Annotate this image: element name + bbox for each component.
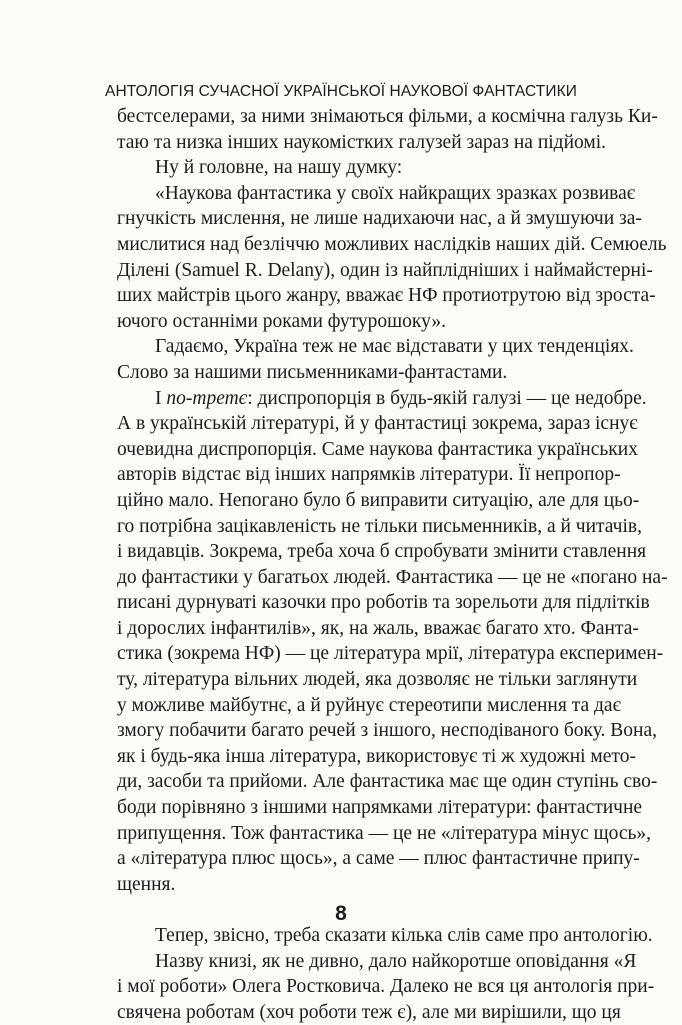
text-line: Назву книзі, як не дивно, дало найкоротше оповідання «Я (155, 950, 637, 972)
text-line: ційно мало. Непогано було б виправити ситуацію, але для цьо- (117, 489, 640, 511)
running-header: АНТОЛОГІЯ СУЧАСНОЇ УКРАЇНСЬКОЇ НАУКОВОЇ ФАНТАСТИКИ (105, 83, 577, 100)
text-line: і видавців. Зокрема, треба хоча б спробувати змінити ставлення (117, 541, 647, 563)
text-line: авторів відстає від інших напрямків літератури. Її непропор- (117, 464, 621, 486)
text-line: змогу побачити багато речей з іншого, несподіваного боку. Вона, (117, 720, 657, 742)
text-line: гнучкість мислення, не лише надихаючи нас, а й змушуючи за- (117, 208, 642, 230)
text-line: боди порівняно з іншими напрямками літератури: фантастичне (117, 797, 643, 819)
text-line: і мої роботи» Олега Ростковича. Далеко не вся ця антологія при- (117, 976, 655, 998)
text-line: I по-третє: диспропорція в будь-якій галузі — це недобре. (155, 387, 647, 409)
text-line: ших майстрів цього жанру, вважає НФ протиотрутою від зроста- (117, 285, 656, 307)
text-line: ючого останніми роками футурошоку». (117, 310, 446, 332)
emphasis: по-третє (166, 387, 248, 409)
text-line: таю та низка інших наукомістких галузей зараз на підйомі. (117, 131, 607, 153)
text-line: а «література плюс щось», а саме — плюс фантастичне припу- (117, 848, 640, 870)
text-line: свячена роботам (хоч роботи теж є), але ми вирішили, що ця (117, 1001, 621, 1023)
text-line: Ділені (Samuel R. Delany), один із найплідніших і наймайстерні- (117, 259, 653, 281)
text-line: як і будь-яка інша література, використовує ті ж художні мето- (117, 745, 636, 767)
text-line: до фантастики у багатьох людей. Фантастика — це не «погано на- (117, 566, 668, 588)
text-line: ту, література вільних людей, яка дозволяє не тільки заглянути (117, 669, 638, 691)
text-line: стика (зокрема НФ) — це література мрії, література експеримен- (117, 643, 664, 665)
text-line: і дорослих інфантилів», як, на жаль, вважає багато хто. Фанта- (117, 617, 639, 639)
page-number: 8 (335, 902, 347, 925)
text-line: А в українській літературі, й у фантастиці зокрема, зараз існує (117, 413, 638, 435)
body-text (117, 104, 668, 1025)
text-line: Слово за нашими письменниками-фантастами. (117, 361, 508, 383)
text-line: «Наукова фантастика у своїх найкращих зразках розвиває (155, 182, 636, 204)
text-line: припущення. Тож фантастика — це не «література мінус щось», (117, 822, 652, 844)
text-line: го потрібна зацікавленість не тільки письменників, а й читачів, (117, 515, 642, 537)
text-line: писані дурнуваті казочки про роботів та зорельоти для підлітків (117, 592, 650, 614)
text-line: Тепер, звісно, треба сказати кілька слів саме про антологію. (155, 925, 653, 946)
text-line: Ну й головне, на нашу думку: (155, 157, 403, 179)
text-line: у можливе майбутнє, а й руйнує стереотипи мислення та дає (117, 694, 621, 716)
text-line: щення. (117, 873, 176, 895)
text-line: Гадаємо, Україна теж не має відставати у цих тенденціях. (155, 336, 634, 358)
text-line: мислитися над безліччю можливих наслідків наших дій. Семюель (117, 233, 667, 255)
text-line: бестселерами, за ними знімаються фільми, а космічна галузь Ки- (117, 106, 658, 127)
text-line: ди, засоби та прийоми. Але фантастика має ще один ступінь сво- (117, 771, 658, 793)
text-line: очевидна диспропорція. Саме наукова фантастика українських (117, 438, 638, 460)
